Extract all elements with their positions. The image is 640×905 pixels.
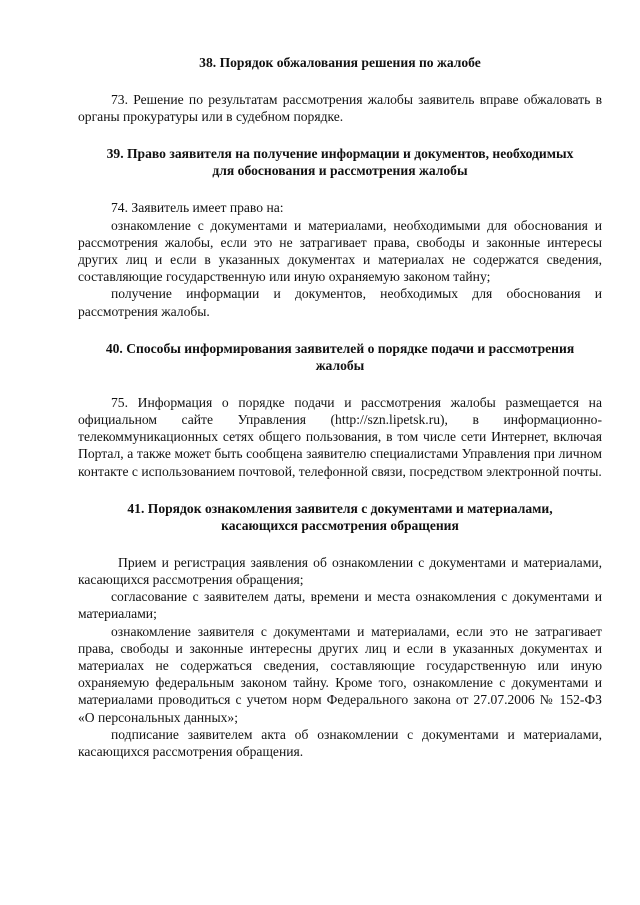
paragraph: 75. Информация о порядке подачи и рассмотрения жалобы размещается на официальном сайте Управления (http://szn.lipetsk.ru), в информационно-телекоммуникационных сетях общего пользования, в том числе сети Интернет, включая Портал, а также может быть сообщена заявителю специалистами Управления при личном контакте с использованием почтовой, телефонной связи, посредством электронной почты. (78, 394, 602, 479)
paragraph: подписание заявителем акта об ознакомлении с документами и материалами, касающихся рассмотрения обращения. (78, 726, 602, 760)
heading-line: 39. Право заявителя на получение информации и документов, необходимых (106, 146, 574, 162)
paragraph: ознакомление заявителя с документами и материалами, если это не затрагивает права, свободы и законные интересны других лиц и если в указанных документах и материалах не содержаться сведения, составляющие государственную или иную охраняемую федеральным законом тайну. Кроме того, ознакомление с документами и материалами проводиться с учетом норм Федерального закона от 27.07.2006 № 152-ФЗ «О персональных данных»; (78, 623, 602, 725)
section-38 (78, 54, 602, 125)
paragraph: Прием и регистрация заявления об ознакомлении с документами и материалами, касающихся рассмотрения обращения; (78, 554, 602, 588)
heading-line: жалобы (315, 357, 365, 373)
section-heading (78, 145, 602, 179)
section-heading (78, 500, 602, 534)
section-41 (78, 500, 602, 760)
paragraph: согласование с заявителем даты, времени и места ознакомления с документами и материалами; (78, 589, 602, 622)
heading-line: касающихся рассмотрения обращения (221, 517, 459, 533)
paragraph: 73. Решение по результатам рассмотрения жалобы заявитель вправе обжаловать в органы прокуратуры или в судебном порядке. (78, 92, 602, 125)
heading-line: 40. Способы информирования заявителей о порядке подачи и рассмотрения (105, 340, 575, 356)
section-39 (78, 145, 602, 319)
paragraph: получение информации и документов, необходимых для обоснования и рассмотрения жалобы. (78, 286, 602, 319)
heading-line: 41. Порядок ознакомления заявителя с документами и материалами, (127, 500, 553, 516)
section-heading (78, 340, 602, 374)
paragraph: ознакомление с документами и материалами, необходимыми для обоснования и рассмотрения жалобы, если это не затрагивает права, свободы и законные интересы других лиц и если в указанных документах и материалах не содержатся сведения, составляющие государственную или иную охраняемую законом тайну; (78, 217, 602, 285)
paragraph: 74. Заявитель имеет право на: (111, 200, 284, 216)
section-40 (78, 340, 602, 480)
section-heading: 38. Порядок обжалования решения по жалобе (199, 55, 481, 70)
heading-line: для обоснования и рассмотрения жалобы (212, 163, 468, 179)
document-page (78, 54, 602, 760)
